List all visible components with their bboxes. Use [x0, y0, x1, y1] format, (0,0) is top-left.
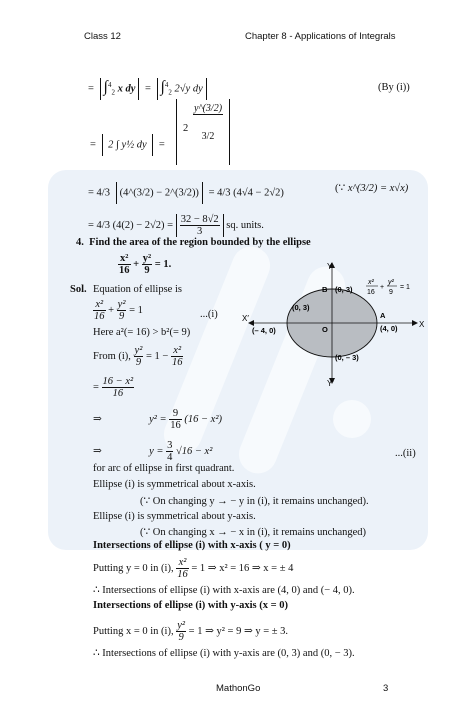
label-O: O [322, 325, 328, 334]
label-A-coord: (4, 0) [380, 324, 398, 333]
label-x: X [419, 320, 425, 329]
sol-line-13: Intersections of ellipse (i) with x-axis ( y = 0) [93, 540, 291, 551]
svg-text:x²: x² [368, 279, 374, 286]
sol-line-2: $\frac{\text{x²}}{16}$ + $\frac{\text{y²}}{9}$ = 1 [94, 299, 143, 323]
sol-line-17: Putting x = 0 in (i), $\frac{\text{y²}}{9}$ = 1 ⇒ y² = 9 ⇒ y = ± 3. [93, 620, 289, 644]
label-A: A [380, 311, 386, 320]
figure-equation [366, 279, 410, 296]
sol-line-10: (∵ On changing y → − y in (i), it remains unchanged). [140, 496, 369, 507]
ellipse-figure [240, 258, 430, 388]
sol-line-16: Intersections of ellipse (i) with y-axis (x = 0) [93, 600, 288, 611]
label-bottom-point: (0, – 3) [335, 353, 359, 362]
svg-text:= 1: = 1 [400, 284, 410, 291]
sol-line-18: ∴ Intersections of ellipse (i) with y-axis are (0, 3) and (0, − 3). [93, 648, 355, 659]
sol-label: Sol. [70, 284, 87, 295]
sol-line-3: Here a²(= 16) > b²(= 9) [93, 327, 191, 338]
sol-line-6: ⇒ y² = $\frac{9}{16}$ (16 − x²) [93, 408, 222, 432]
header-chapter: Chapter 8 - Applications of Integrals [245, 31, 396, 42]
question-equation: $\frac{\text{x²}}{16}$ + $\frac{\text{y²}}{9}$ = 1. [119, 253, 172, 277]
svg-text:9: 9 [389, 289, 393, 296]
label-B: B [322, 285, 328, 294]
label-y: Y [327, 262, 333, 271]
svg-text:y²: y² [388, 279, 394, 286]
sol-line-9: Ellipse (i) is symmetrical about x-axis. [93, 479, 256, 490]
math-line-2: = 2 ∫ y½ dy = [90, 134, 165, 156]
sol-line-15: ∴ Intersections of ellipse (i) with x-axis are (4, 0) and (− 4, 0). [93, 585, 355, 596]
sol-line-7: ⇒ y = $\frac{3}{4}$ √16 − x² [93, 440, 213, 464]
sol-line-5: = $\frac{\text{16 − x²}}{16}$ [93, 376, 134, 400]
because-note: (∵ x^(3/2) = x√x) [335, 183, 409, 194]
watermark-dot [327, 394, 376, 443]
label-left-point: (– 4, 0) [252, 326, 276, 335]
sol-line-11: Ellipse (i) is symmetrical about y-axis. [93, 511, 256, 522]
label-y-prime: Y′ [327, 379, 334, 388]
label-inner-point: (0, 3) [292, 303, 310, 312]
svg-text:16: 16 [367, 289, 375, 296]
math-line-1: = ∫$^4_2$ x dy = ∫$^4_2$ 2√y dy [88, 78, 210, 100]
ref-i: ...(i) [200, 309, 218, 320]
svg-text:+: + [380, 284, 385, 291]
sol-line-12: (∵ On changing x → − x in (i), it remains unchanged) [140, 527, 367, 538]
sol-line-1: Equation of ellipse is [93, 284, 182, 295]
ref-ii: ...(ii) [395, 448, 416, 459]
bracketed-fraction: 2 y^(3/2) 3/2 [176, 99, 230, 165]
label-B-coord: (0, 3) [335, 285, 353, 294]
footer-brand: MathonGo [216, 683, 261, 694]
page-number: 3 [383, 683, 389, 694]
header-class: Class 12 [84, 31, 121, 42]
sol-line-4: From (i), $\frac{\text{y²}}{9}$ = 1 − $\frac{\text{x²}}{16}$ [93, 345, 183, 369]
label-x-prime: X′ [242, 314, 249, 323]
sol-line-8: for arc of ellipse in first quadrant. [93, 463, 235, 474]
question-4: 4. Find the area of the region bounded by the ellipse [76, 237, 311, 248]
math-line-3: = 4/3 (4^(3/2) − 2^(3/2)) = 4/3 (4√4 − 2√2) [88, 182, 284, 204]
by-i-ref: (By (i)) [378, 82, 410, 93]
x-arrow-right [412, 320, 418, 326]
sol-line-14: Putting y = 0 in (i), $\frac{\text{x²}}{16}$ = 1 ⇒ x² = 16 ⇒ x = ± 4 [93, 557, 294, 581]
math-line-4: = 4/3 (4(2) − 2√2) = $\frac{32 - 8√2}{3}$ sq. units. [88, 214, 264, 238]
